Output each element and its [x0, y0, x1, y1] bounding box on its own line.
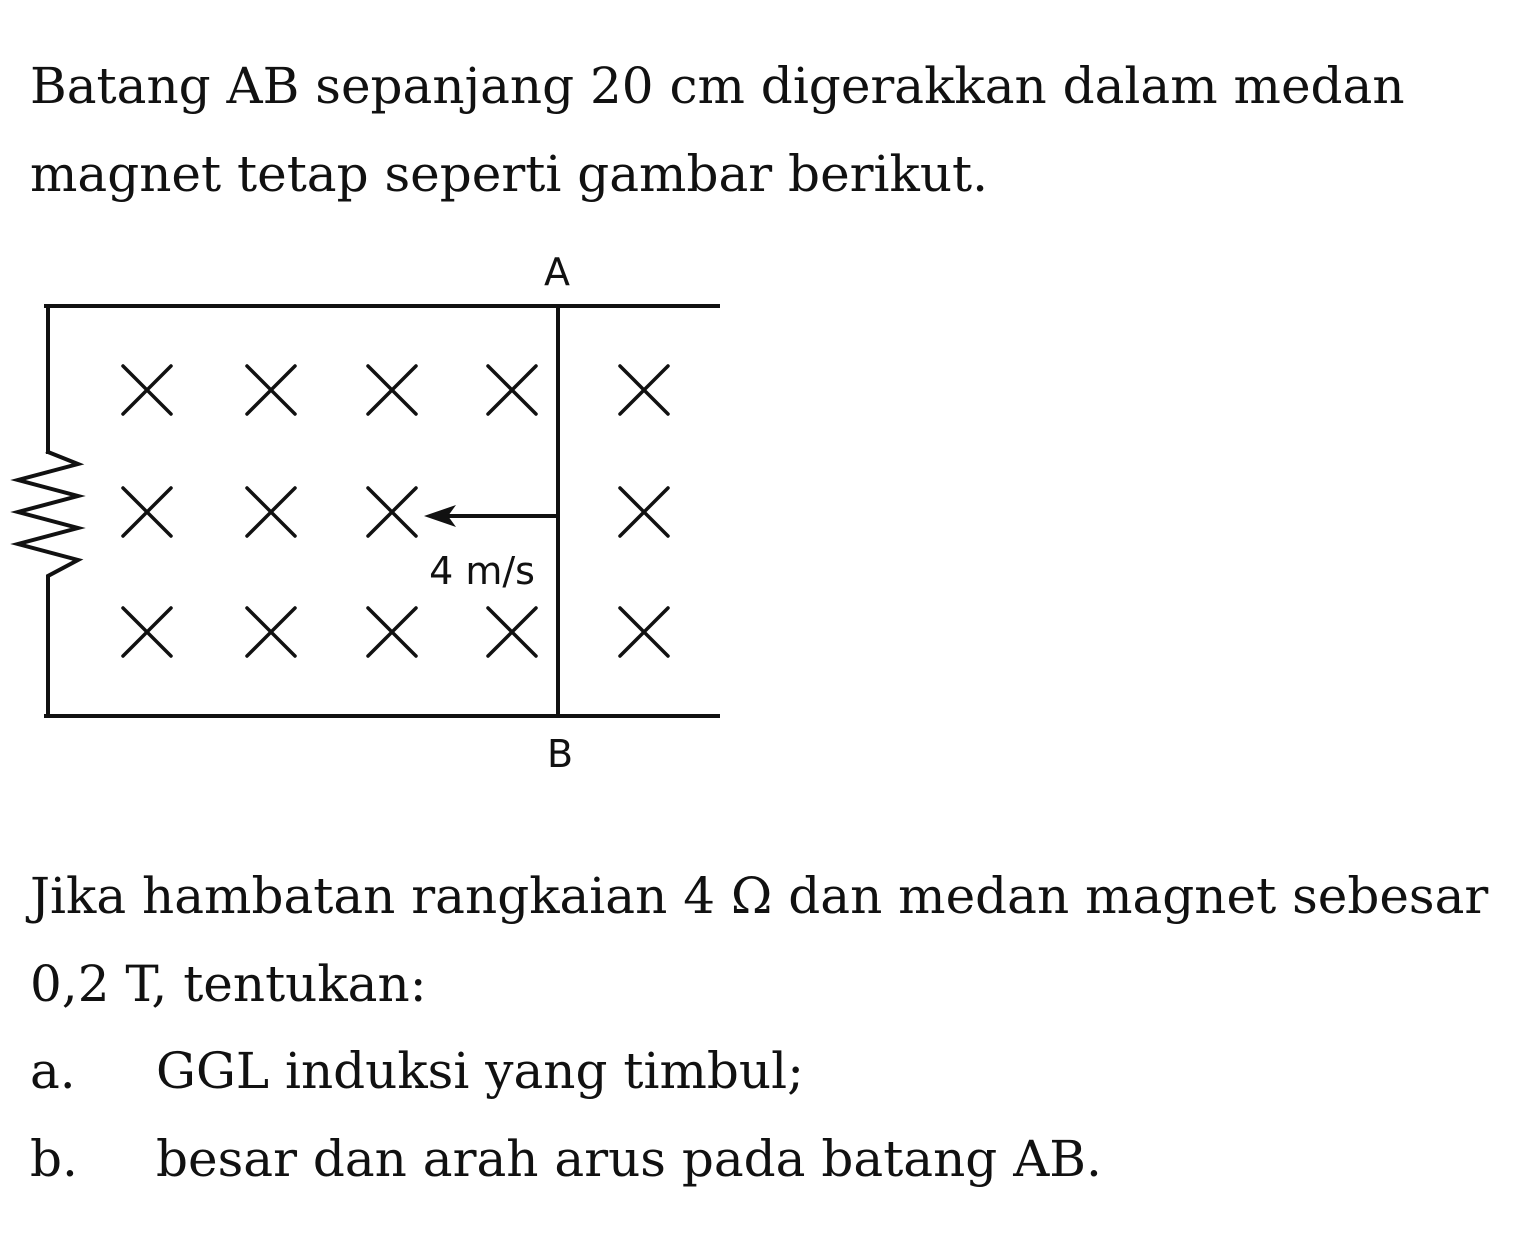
magnetic-field-crosses: [123, 366, 668, 656]
field-cross-icon: [620, 488, 668, 536]
field-cross-icon: [123, 488, 171, 536]
option-b-text: besar dan arah arus pada batang AB.: [156, 1130, 1102, 1188]
field-cross-icon: [123, 608, 171, 656]
option-b: [30, 1115, 1102, 1203]
field-cross-icon: [488, 608, 536, 656]
option-b-label: b.: [30, 1130, 78, 1188]
field-cross-icon: [488, 366, 536, 414]
label-a: A: [544, 250, 570, 294]
option-a-text: GGL induksi yang timbul;: [156, 1042, 804, 1100]
problem-intro: Batang AB sepanjang 20 cm digerakkan dalam medan magnet tetap seperti gambar berikut.: [30, 57, 1405, 203]
field-cross-icon: [368, 366, 416, 414]
option-a: [30, 1027, 804, 1115]
field-cross-icon: [620, 608, 668, 656]
field-cross-icon: [247, 488, 295, 536]
field-cross-icon: [247, 366, 295, 414]
circuit-diagram: [0, 0, 760, 800]
option-a-label: a.: [30, 1042, 76, 1100]
label-b: B: [546, 732, 574, 776]
field-cross-icon: [620, 366, 668, 414]
field-cross-icon: [368, 488, 416, 536]
field-cross-icon: [247, 608, 295, 656]
resistor-icon: [18, 452, 78, 586]
problem-question: Jika hambatan rangkaian 4 Ω dan medan magnet sebesar 0,2 T, tentukan:: [30, 867, 1489, 1013]
field-cross-icon: [123, 366, 171, 414]
velocity-label: 4 m/s: [429, 549, 535, 593]
field-cross-icon: [368, 608, 416, 656]
